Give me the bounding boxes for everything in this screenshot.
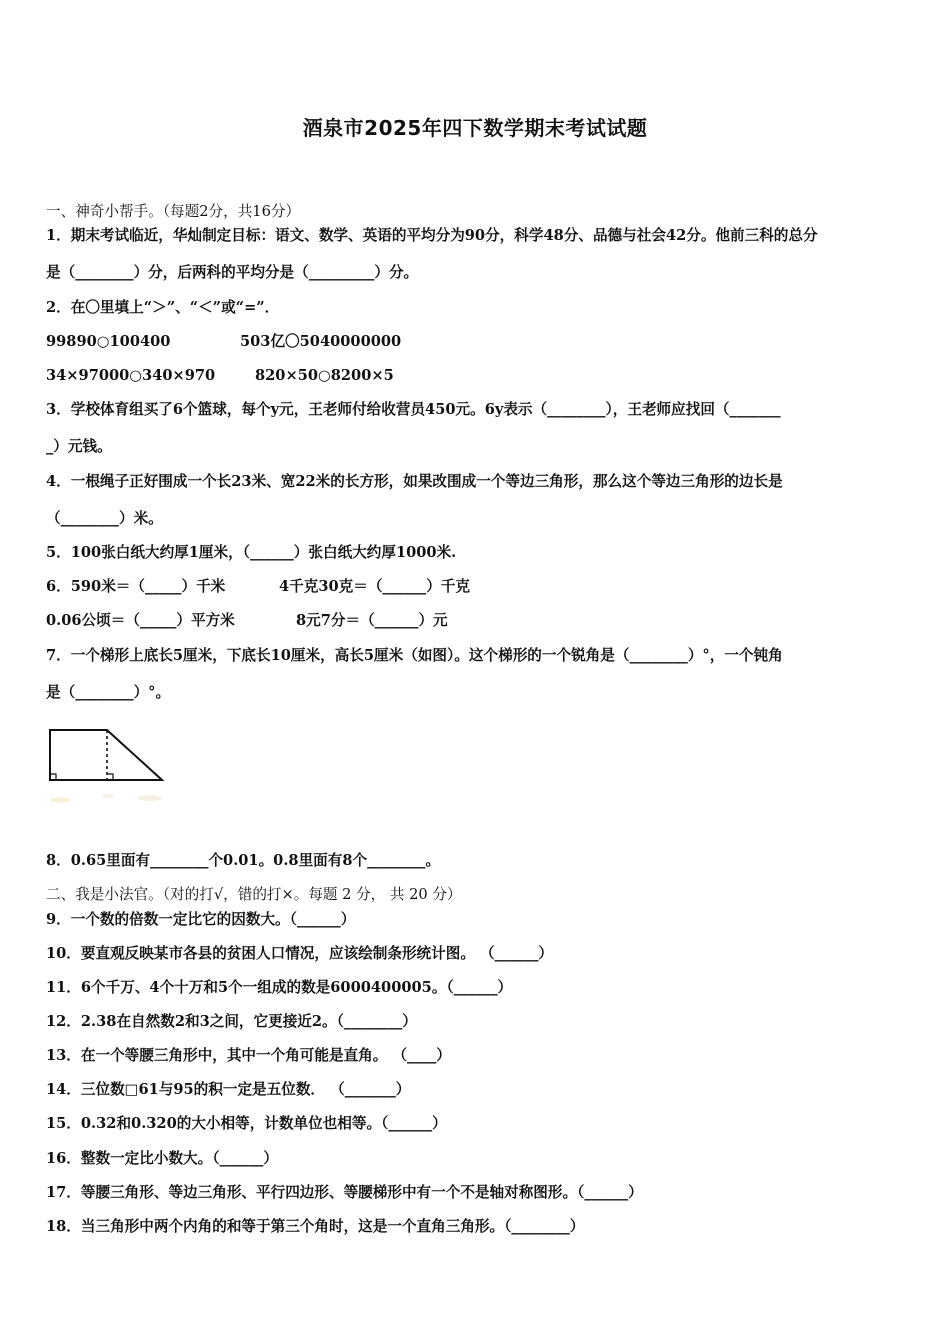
question-4-line-1: 4．一根绳子正好围成一个长23米、宽22米的长方形，如果改围成一个等边三角形，那么这个等边三角形的边长是 xyxy=(46,473,783,490)
page-title: 酒泉市2025年四下数学期末考试试题 xyxy=(302,116,648,140)
question-17: 17．等腰三角形、等边三角形、平行四边形、等腰梯形中有一个不是轴对称图形。（______） xyxy=(46,1184,643,1201)
question-7-line-1: 7．一个梯形上底长5厘米，下底长10厘米，高长5厘米（如图）。这个梯形的一个锐角是（________）°，一个钝角 xyxy=(46,647,783,664)
question-5: 5．100张白纸大约厚1厘米，（______）张白纸大约厚1000米. xyxy=(46,544,457,561)
question-9: 9．一个数的倍数一定比它的因数大。（______） xyxy=(46,911,356,928)
question-4-line-2: （________）米。 xyxy=(46,510,163,527)
section-heading-1: 一、神奇小帮手。（每题2分，共16分） xyxy=(46,203,301,220)
question-13: 13．在一个等腰三角形中，其中一个角可能是直角。 （____） xyxy=(46,1047,451,1064)
question-3-line-2: _）元钱。 xyxy=(46,438,112,455)
figure-scan-artifacts xyxy=(50,794,162,803)
trapezoid-shape xyxy=(50,730,162,780)
question-16: 16．整数一定比小数大。（______） xyxy=(46,1150,278,1167)
question-2: 2．在〇里填上“＞”、“＜”或“=”． xyxy=(46,299,280,316)
question-2-item-c: 34×97000○340×970 xyxy=(46,367,216,384)
question-6-item-a: 6．590米＝（_____）千米 xyxy=(46,578,226,595)
question-6-item-c: 0.06公顷＝（_____）平方米 xyxy=(46,612,235,629)
question-8: 8．0.65里面有________个0.01。0.8里面有8个________。 xyxy=(46,852,441,869)
question-2-item-a: 99890○100400 xyxy=(46,333,171,350)
question-7-line-2: 是（________）°。 xyxy=(46,684,171,701)
question-6-item-b: 4千克30克＝（______）千克 xyxy=(279,578,470,595)
question-6-item-d: 8元7分＝（______）元 xyxy=(296,612,448,629)
question-2-item-b: 503亿〇5040000000 xyxy=(240,333,402,350)
question-14: 14．三位数□61与95的积一定是五位数． （_______） xyxy=(46,1081,411,1098)
question-3-line-1: 3．学校体育组买了6个篮球，每个y元，王老师付给收营员450元。6y表示（________），王老师应找回（_______ xyxy=(46,401,781,418)
question-18: 18．当三角形中两个内角的和等于第三个角时，这是一个直角三角形。（________） xyxy=(46,1218,585,1235)
question-1-line-1: 1．期末考试临近，华灿制定目标：语文、数学、英语的平均分为90分，科学48分、品德与社会42分。他前三科的总分 xyxy=(46,227,818,244)
section-heading-2: 二、我是小法官。（对的打√，错的打×。每题 2 分， 共 20 分） xyxy=(46,886,462,903)
question-15: 15．0.32和0.320的大小相等，计数单位也相等。（______） xyxy=(46,1115,447,1132)
trapezoid-figure xyxy=(40,712,180,812)
question-11: 11．6个千万、4个十万和5个一组成的数是6000400005。（______） xyxy=(46,979,513,996)
question-12: 12．2.38在自然数2和3之间，它更接近2。（________） xyxy=(46,1013,417,1030)
question-2-item-d: 820×50○8200×5 xyxy=(255,367,394,384)
question-10: 10．要直观反映某市各县的贫困人口情况，应该绘制条形统计图。 （______） xyxy=(46,945,553,962)
question-1-line-2: 是（________）分，后两科的平均分是（_________）分。 xyxy=(46,264,419,281)
